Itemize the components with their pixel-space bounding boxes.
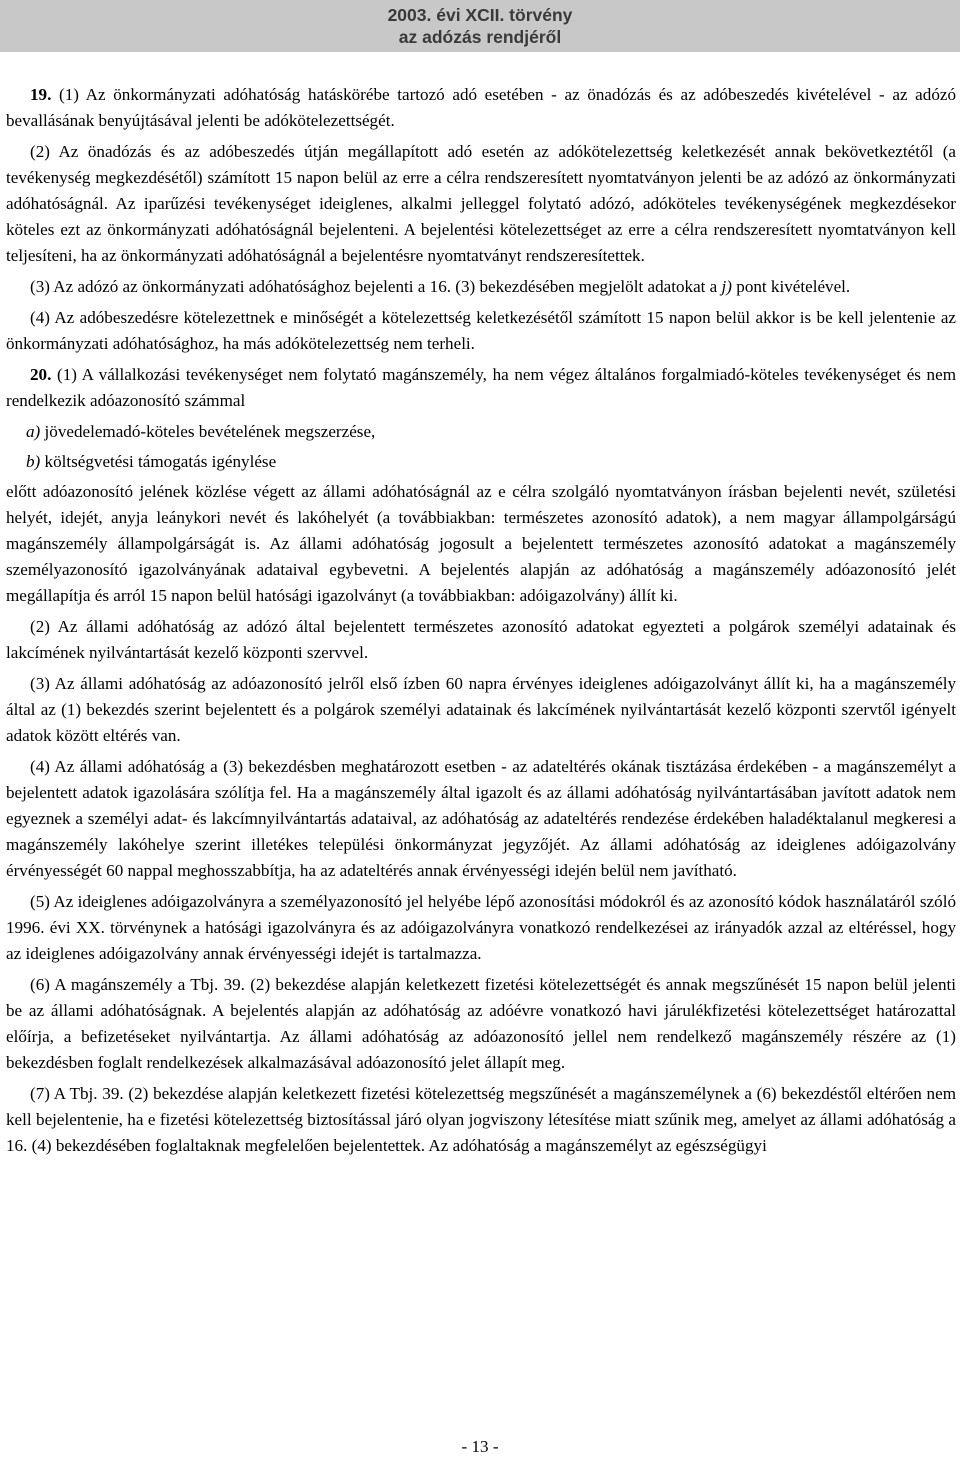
law-title: 2003. évi XCII. törvény — [387, 5, 573, 25]
section-20-paragraph-4: (4) Az állami adóhatóság a (3) bekezdésben meghatározott esetben - az adateltérés okának tisztázása érdekében - a magánszemélyt a bejelentett adatok igazolására szólítja fel. Ha a magánszemély által igazolt és az állami adóhatóság nyilvántartásában javított adatok nem egyeznek a személyi adat- és lakcímnyilvántartás adataival, az adóhatóság az adateltérés rendezése érdekében haladéktalanul megkeresi a magánszemély lakóhelye szerint illetékes települési önkormányzat jegyzőjét. Az állami adóhatóság az ideiglenes adóigazolvány érvényességét 60 nappal meghosszabbítja, ha az adateltérés annak érvényességi idején belül nem javítható. — [6, 757, 956, 880]
page-header — [0, 0, 960, 52]
section-20-paragraph-2: (2) Az állami adóhatóság az adózó által bejelentett természetes azonosító adatokat egyezteti a polgárok személyi adatainak és lakcímének nyilvántartását kezelő központi szervvel. — [6, 617, 956, 662]
section-20-paragraph-6: (6) A magánszemély a Tbj. 39. (2) bekezdése alapján keletkezett fizetési kötelezettségét és annak megszűnését 15 napon belül jelenti be az állami adóhatóságnak. A bejelentés alapján az adóhatóság az adóévre vonatkozó havi járulékfizetési kötelezettséget határozattal előírja, a befizetéseket nyilvántartja. Az állami adóhatóság az adóazonosító jellel nem rendelkező magánszemély részére az (1) bekezdésben foglalt rendelkezések alkalmazásával adóazonosító jelet állapít meg. — [6, 975, 956, 1072]
list-item-b — [6, 449, 956, 475]
point-label: a) — [26, 422, 41, 441]
section-20-paragraph-1-continued: előtt adóazonosító jelének közlése végett az állami adóhatóságnál az e célra szolgáló nyomtatványon írásban bejelenti nevét, születési helyét, idejét, anyja leánykori nevét és lakóhelyét (a továbbiakban: természetes azonosító adatok), a nem magyar állampolgárságú magánszemély állampolgárságát is. Az állami adóhatóság jogosult a bejelentett természetes azonosító adatokat a magánszemély személyazonosító igazolványának adataival egybevetni. A bejelentés alapján az adóhatóság a magánszemély adóazonosító jelét megállapítja és arról 15 napon belül hatósági igazolványt (a továbbiakban: adóigazolvány) állít ki. — [6, 482, 956, 605]
section-20-paragraph-5: (5) Az ideiglenes adóigazolványra a személyazonosító jel helyébe lépő azonosítási módokról és az azonosító kódok használatáról szóló 1996. évi XX. törvénynek a hatósági igazolványra és az adóigazolványra vonatkozó rendelkezései az irányadók azzal az eltéréssel, hogy az ideiglenes adóigazolvány annak érvényességi idejét is tartalmazza. — [6, 892, 956, 963]
section-20-paragraph-7: (7) A Tbj. 39. (2) bekezdése alapján keletkezett fizetési kötelezettség megszűnését a magánszemélynek a (6) bekezdéstől eltérően nem kell bejelentenie, ha e fizetési kötelezettség biztosítással járó olyan jogviszony létesítése miatt szűnik meg, amelyet az állami adóhatóság a 16. (4) bekezdésében foglaltaknak megfelelően bejelentettek. Az adóhatóság a magánszemélyt az egészségügyi — [6, 1084, 956, 1155]
list-item-text: jövedelemadó-köteles bevételének megszerzése, — [40, 422, 376, 441]
section-19-paragraph-1 — [6, 82, 956, 134]
paragraph-text: (1) A vállalkozási tevékenységet nem folytató magánszemély, ha nem végez általános forgalmiadó-köteles tevékenységet és nem rendelkezik adóazonosító számmal — [6, 365, 956, 410]
section-20-paragraph-3: (3) Az állami adóhatóság az adóazonosító jelről első ízben 60 napra érvényes ideiglenes adóigazolványt állít ki, ha a magánszemély által az (1) bekezdés szerint bejelentett és a polgárok személyi adatainak és lakcímének nyilvántartását kezelő központi szervtől igényelt adatok között eltérés van. — [6, 674, 956, 745]
page-number: - 13 - — [461, 1437, 499, 1456]
section-19-paragraph-3 — [6, 274, 956, 300]
list-item-text: költségvetési támogatás igénylése — [40, 452, 277, 471]
section-19-paragraph-4: (4) Az adóbeszedésre kötelezettnek e minőségét a kötelezettség keletkezésétől számított 15 napon belül akkor is be kell jelentenie az önkormányzati adóhatósághoz, ha más adókötelezettség nem terheli. — [6, 308, 956, 353]
paragraph-text: (3) Az adózó az önkormányzati adóhatósághoz bejelenti a 16. (3) bekezdésében megjelölt adatokat a — [30, 277, 722, 296]
point-label: b) — [26, 452, 41, 471]
section-20-paragraph-1 — [6, 362, 956, 414]
law-subtitle: az adózás rendjéről — [398, 27, 562, 47]
paragraph-text: (1) Az önkormányzati adóhatóság hatáskörébe tartozó adó esetében - az önadózás és az adóbeszedés kivételével - az adózó bevallásának benyújtásával jelenti be adókötelezettségét. — [6, 85, 956, 130]
point-label: j) — [721, 277, 732, 296]
list-item-a — [6, 419, 956, 445]
paragraph-text: pont kivételével. — [732, 277, 851, 296]
section-number: 19. — [30, 85, 52, 104]
document-body — [6, 82, 956, 1164]
section-19-paragraph-2: (2) Az önadózás és az adóbeszedés útján megállapított adó esetén az adókötelezettség keletkezését annak bekövetkeztétől (a tevékenység megkezdésétől) számított 15 napon belül az erre a célra rendszeresített nyomtatványon jelenti be az adózó az önkormányzati adóhatóságnál. Az iparűzési tevékenységet ideiglenes, alkalmi jelleggel folytató adózó, adóköteles tevékenységének megkezdésekor köteles ezt az önkormányzati adóhatóságnál bejelenteni. A bejelentési kötelezettséget az erre a célra rendszeresített nyomtatványon kell teljesíteni, ha az önkormányzati adóhatóságnál a bejelentésre nyomtatványt rendszeresítettek. — [6, 142, 956, 265]
section-number: 20. — [30, 365, 52, 384]
